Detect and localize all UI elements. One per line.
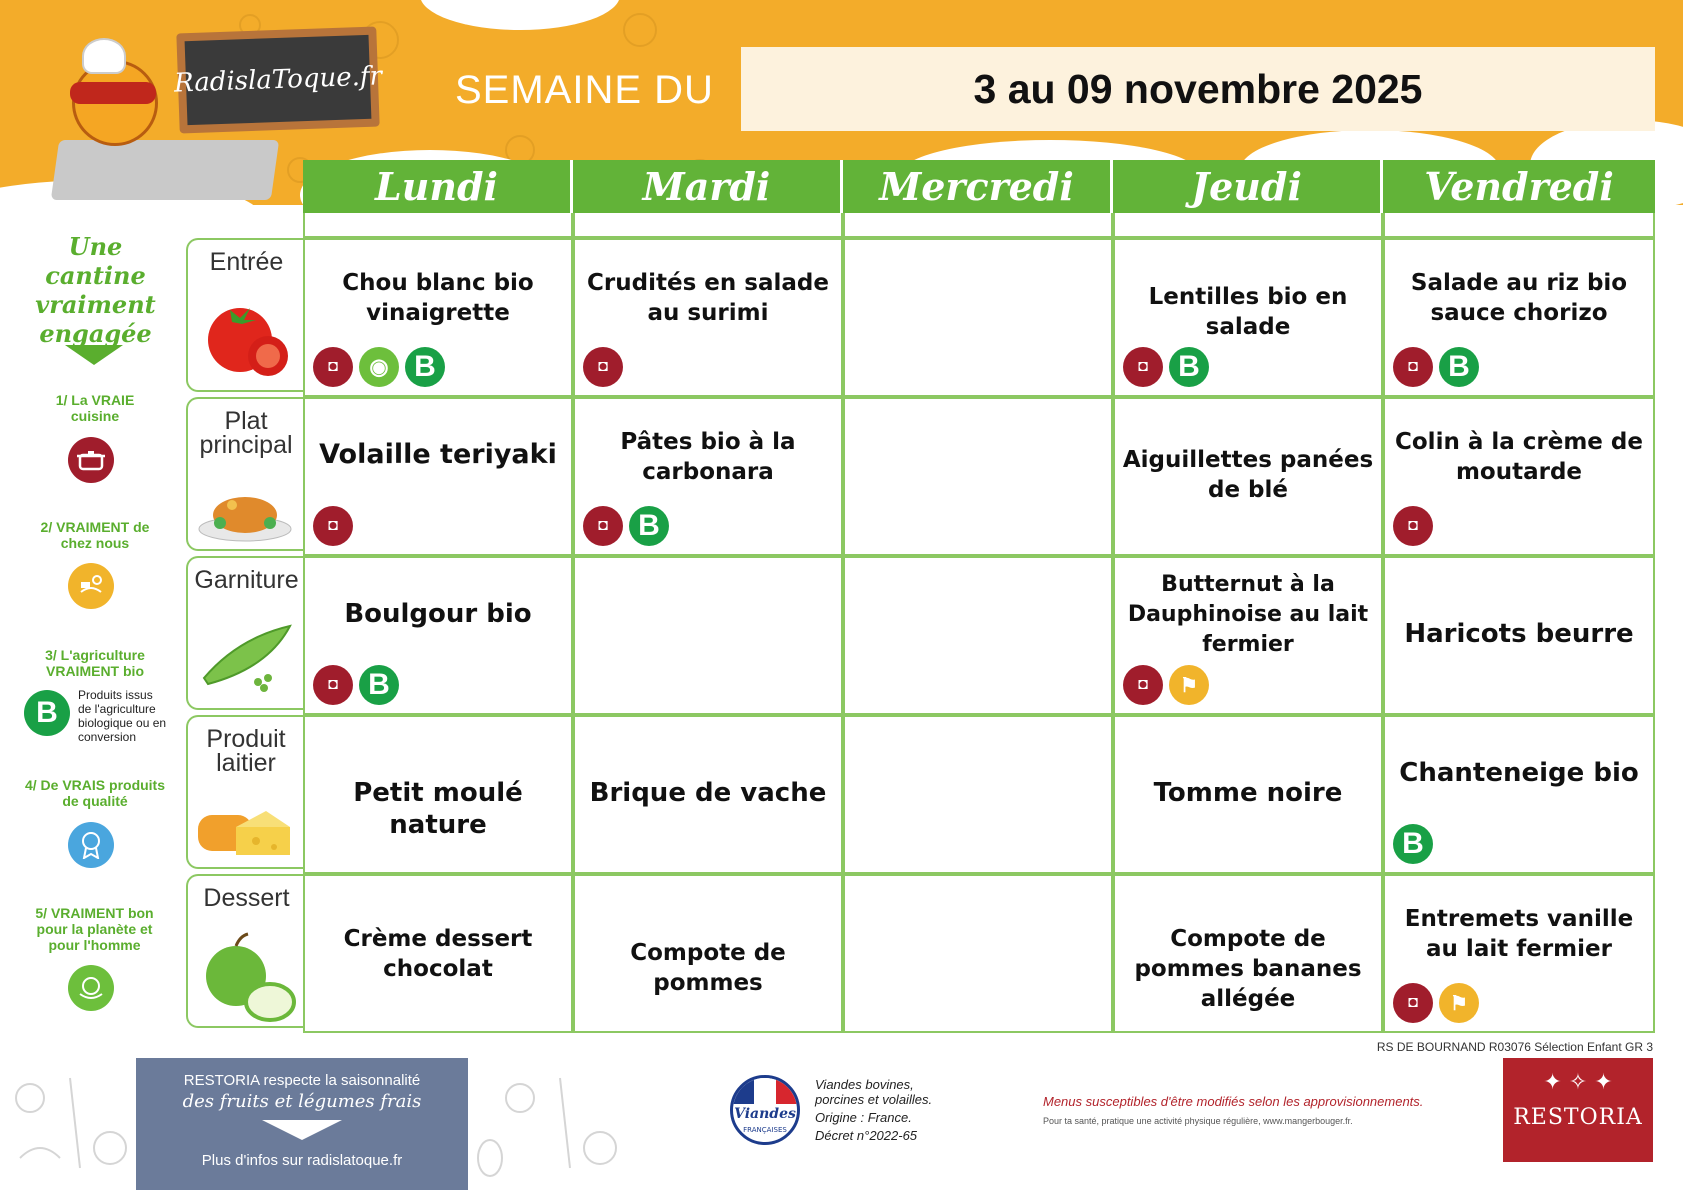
day-subrow [303,213,573,238]
menu-cell-garniture-jeudi [1113,556,1383,715]
menu-cell-dessert-lundi [303,874,573,1033]
pillar-2-text: 2/ VRAIMENT de chez nous [40,519,150,551]
cooking-pot-icon: ◘ [1393,983,1433,1023]
category-dessert: Dessert [186,874,303,1028]
down-arrow-icon [262,1120,342,1140]
menu-cell-dessert-mardi [573,874,843,1033]
dish-name: Lentilles bio en salade [1148,284,1348,340]
cooking-pot-icon: ◘ [313,665,353,705]
menu-cell-entree-mercredi [843,238,1113,397]
more-info-link[interactable]: Plus d'infos sur radislatoque.fr [201,1152,403,1169]
menu-cell-garniture-mercredi [843,556,1113,715]
bio-icon: B [1439,347,1479,387]
cooking-pot-icon: ◘ [1393,347,1433,387]
day-header-mardi: Mardi [573,160,843,213]
apple-icon [200,932,296,1022]
cooking-pot-icon: ◘ [313,506,353,546]
day-header-mercredi: Mercredi [843,160,1113,213]
cheese-icon [196,807,294,857]
day-subrow [843,213,1113,238]
tagline: Une cantine vraiment engagée [35,232,156,348]
day-subrow [1113,213,1383,238]
logo-chalkboard[interactable] [173,27,383,134]
dish-name: Chanteneige bio [1399,758,1639,788]
menu-cell-laitier-lundi [303,715,573,874]
tomato-icon [202,298,292,382]
planet-icon: ◉ [359,347,399,387]
local-farm-icon: ⚑ [1439,983,1479,1023]
menu-cell-laitier-vendredi [1383,715,1655,874]
menu-cell-plat-mardi [573,397,843,556]
menu-cell-garniture-vendredi [1383,556,1655,715]
pillar-4-text: 4/ De VRAIS produits de qualité [24,777,166,809]
planet-icon [68,965,114,1011]
cooking-pot-icon: ◘ [1123,347,1163,387]
menu-cell-dessert-vendredi [1383,874,1655,1033]
bio-icon: B [24,690,70,736]
day-header-jeudi: Jeudi [1113,160,1383,213]
dish-name: Compote de pommes bananes allégée [1134,926,1362,1012]
pillar-3-text: 3/ L'agriculture VRAIMENT bio [45,647,145,679]
category-entree: Entrée [186,238,303,392]
cooking-pot-icon: ◘ [583,506,623,546]
health-note: Pour ta santé, pratique une activité physique régulière, www.mangerbouger.fr. [1043,1116,1353,1126]
dish-name: Brique de vache [589,778,827,808]
dish-name: Compote de pommes [630,940,786,996]
meat-origin-note: Viandes bovines, porcines et volailles. Origine : France. Décret n°2022-65 [815,1077,933,1143]
logo-text: RadislaToque.fr [173,61,383,99]
dish-name: Tomme noire [1153,778,1343,808]
dish-name: Colin à la crème de moutarde [1395,429,1643,485]
seasonality-line1: RESTORIA respecte la saisonnalité [183,1072,421,1089]
menu-disclaimer: Menus susceptibles d'être modifiés selon les approvisionnements. [1043,1094,1424,1109]
menu-cell-plat-jeudi [1113,397,1383,556]
category-plat: Plat principal [186,397,303,551]
roast-chicken-icon [196,485,294,543]
menu-cell-laitier-mardi [573,715,843,874]
menu-cell-plat-mercredi [843,397,1113,556]
menu-cell-entree-jeudi [1113,238,1383,397]
category-garniture: Garniture [186,556,303,710]
bio-icon: B [359,665,399,705]
dish-name: Chou blanc bio vinaigrette [342,270,534,326]
menu-cell-laitier-jeudi [1113,715,1383,874]
day-header-lundi: Lundi [303,160,573,213]
pillar-1-text: 1/ La VRAIE cuisine [55,392,135,424]
seasonality-line2: des fruits et légumes frais [182,1091,422,1112]
menu-cell-garniture-lundi [303,556,573,715]
menu-cell-entree-vendredi [1383,238,1655,397]
date-box [741,47,1655,131]
dish-name: Salade au riz bio sauce chorizo [1410,270,1628,326]
menu-cell-dessert-jeudi [1113,874,1383,1033]
dish-name: Petit moulé nature [353,778,523,840]
menu-cell-entree-lundi [303,238,573,397]
cooking-pot-icon [68,437,114,483]
day-subrow [573,213,843,238]
bio-note: Produits issus de l'agriculture biologique ou en conversion [78,688,167,744]
menu-cell-plat-vendredi [1383,397,1655,556]
dish-name: Crème dessert chocolat [343,926,533,982]
day-header-vendredi: Vendredi [1383,160,1655,213]
reference-code: RS DE BOURNAND R03076 Sélection Enfant GR 3 [1376,1040,1653,1054]
bio-icon: B [405,347,445,387]
dish-name: Boulgour bio [344,599,532,629]
menu-cell-plat-lundi [303,397,573,556]
dish-name: Entremets vanille au lait fermier [1404,906,1634,962]
cooking-pot-icon: ◘ [583,347,623,387]
local-farm-icon [68,563,114,609]
seasonality-banner[interactable] [136,1058,468,1190]
viandes-francaises-logo: Viandes FRANÇAISES [730,1075,800,1145]
cooking-pot-icon: ◘ [313,347,353,387]
dish-name: Butternut à la Dauphinoise au lait fermier [1127,572,1369,657]
dish-name: Pâtes bio à la carbonara [620,429,796,485]
down-arrow-icon [65,345,123,365]
bio-icon: B [1169,347,1209,387]
menu-cell-garniture-mardi [573,556,843,715]
date-range: 3 au 09 novembre 2025 [973,65,1423,112]
peas-icon [198,618,296,698]
menu-cell-entree-mardi [573,238,843,397]
semaine-label: SEMAINE DU [455,68,714,112]
local-farm-icon: ⚑ [1169,665,1209,705]
cooking-pot-icon: ◘ [1393,506,1433,546]
stars-icon: ✦ ✧ ✦ [1543,1070,1613,1095]
day-subrow [1383,213,1655,238]
bio-icon: B [629,506,669,546]
pillar-5-text: 5/ VRAIMENT bon pour la planète et pour l'homme [35,905,154,953]
dish-name: Volaille teriyaki [319,439,557,470]
bio-icon: B [1393,824,1433,864]
category-laitier: Produit laitier [186,715,303,869]
restoria-logo: ✦ ✧ ✦ RESTORIA [1503,1058,1653,1162]
menu-cell-laitier-mercredi [843,715,1113,874]
cooking-pot-icon: ◘ [1123,665,1163,705]
dish-name: Crudités en salade au surimi [587,270,829,326]
quality-badge-icon [68,822,114,868]
dish-name: Haricots beurre [1404,619,1634,649]
dish-name: Aiguillettes panées de blé [1122,447,1374,503]
menu-cell-dessert-mercredi [843,874,1113,1033]
